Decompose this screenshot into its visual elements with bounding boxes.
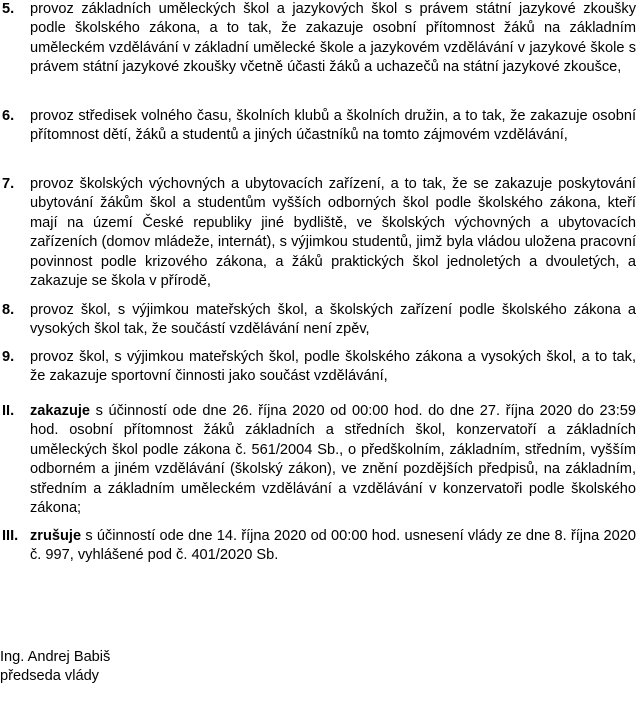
list-item-5 [0, 0, 640, 78]
item-number: 5. [2, 1, 15, 17]
list-item-8 [0, 301, 640, 340]
section-keyword: zakazuje [30, 403, 91, 419]
item-text [30, 0, 636, 78]
section-text [30, 527, 636, 566]
signature-block [0, 648, 110, 687]
item-body: provoz škol, s výjimkou mateřských škol, podle školského zákona a vysokých škol, a to tak, že zakazuje sportovní činnosti jako součást vzdělávání, [30, 349, 636, 385]
item-number: 7. [2, 176, 15, 192]
section-number: III. [2, 528, 19, 544]
section-number: II. [2, 403, 15, 419]
item-body: provoz středisek volného času, školních klubů a školních družin, a to tak, že zakazuje osobní přítomnost dětí, žáků a studentů a jiných účastníků na tomto zájmovém vzdělávání, [30, 108, 636, 144]
section-text [30, 402, 636, 518]
item-text [30, 348, 636, 387]
item-number: 8. [2, 302, 15, 318]
signatory-name: Ing. Andrej Babiš [0, 649, 111, 665]
signatory-title: předseda vlády [0, 668, 99, 685]
section-iii [0, 527, 640, 566]
item-text [30, 175, 636, 291]
section-keyword: zrušuje [30, 528, 82, 544]
item-text [30, 301, 636, 340]
list-item-7 [0, 175, 640, 291]
section-body: s účinností ode dne 14. října 2020 od 00:00 hod. usnesení vlády ze dne 8. října 2020 č. 997, vyhlášené pod č. 401/2020 Sb. [30, 528, 636, 564]
list-item-9 [0, 348, 640, 387]
section-ii [0, 402, 640, 518]
item-body: provoz školských výchovných a ubytovacích zařízení, a to tak, že se zakazuje poskytování ubytování žákům škol a studentům vyšších odborných škol podle školského zákona, kteří mají na území České republiky jiné bydliště, ve školských výchovných a ubytovacích zařízeních (domov mládeže, internát), s výjimkou studentů, jimž byla vládou uložena pracovní povinnost podle krizového zákona, a žáků praktických škol jednoletých a dvouletých, a zakazuje se škola v přírodě, [30, 176, 636, 290]
section-body: s účinností ode dne 26. října 2020 od 00:00 hod. do dne 27. října 2020 do 23:59 hod. osobní přítomnost žáků základních a středních škol, konzervatoří a základních uměleckých škol podle zákona č. 561/2004 Sb., o předškolním, základním, středním, vyšším odborném a jiném vzdělávání (školský zákon), ve znění pozdějších předpisů, na základním, středním a základním uměleckém vzdělávání a vzdělávání v konzervatoři podle školského zákona; [30, 403, 636, 517]
item-text [30, 107, 636, 146]
list-item-6 [0, 107, 640, 146]
item-body: provoz škol, s výjimkou mateřských škol, a školských zařízení podle školského zákona a vysokých škol tak, že součástí vzdělávání není zpěv, [30, 302, 636, 338]
item-body: provoz základních uměleckých škol a jazykových škol s právem státní jazykové zkoušky podle školského zákona, a to tak, že zakazuje osobní přítomnost žáků na základním uměleckém vzdělávání v základní umělecké škole a jazykovém vzdělávání v jazykové škole s právem státní jazykové zkoušky včetně účasti žáků a uchazečů na státní jazykové zkoušce, [30, 1, 636, 76]
item-number: 6. [2, 108, 15, 124]
item-number: 9. [2, 349, 15, 365]
